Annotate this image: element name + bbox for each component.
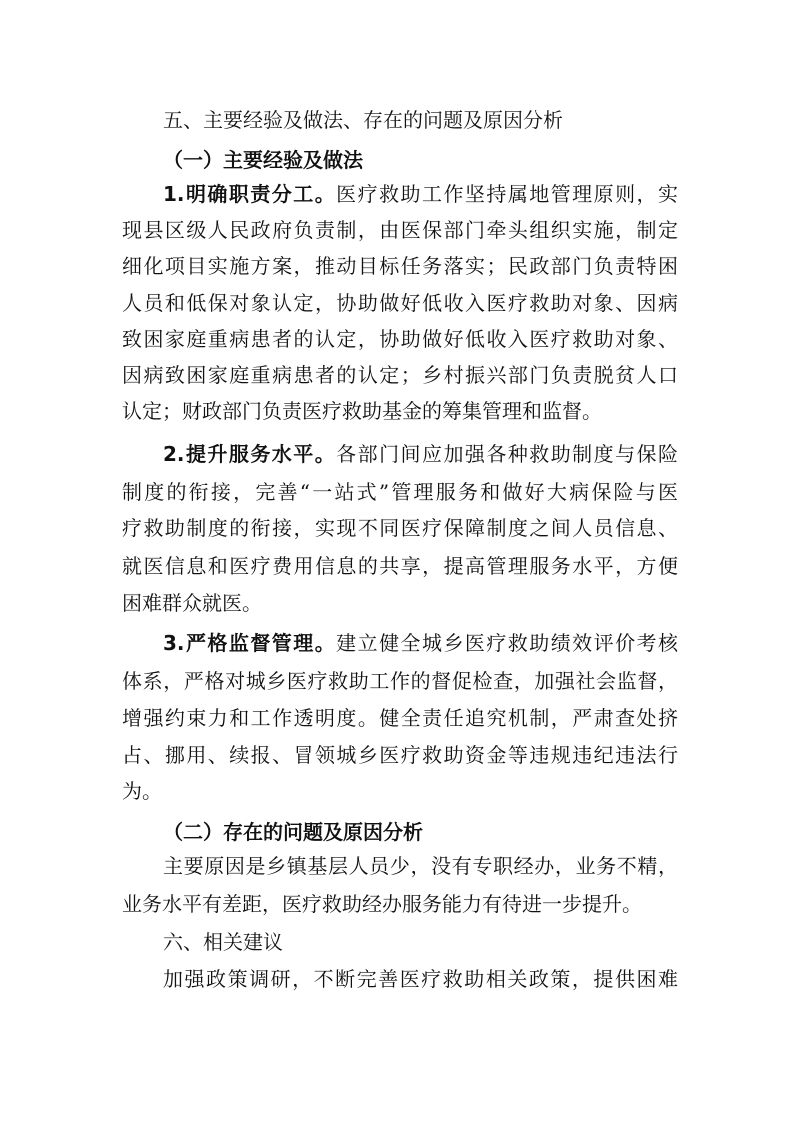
paragraph-1-line-4: 人员和低保对象认定，协助做好低收入医疗救助对象、因病 — [122, 291, 678, 315]
paragraph-2-line-4: 就医信息和医疗费用信息的共享，提高管理服务水平，方便 — [122, 554, 678, 578]
subsection-heading-2: （二）存在的问题及原因分析 — [163, 820, 423, 844]
paragraph-2-lead: 2.提升服务水平。 — [163, 442, 337, 466]
paragraph-1-lead: 1.明确职责分工。 — [163, 182, 337, 206]
paragraph-3-lead: 3.严格监督管理。 — [163, 631, 337, 655]
paragraph-1-line-6: 因病致困家庭重病患者的认定；乡村振兴部门负责脱贫人口 — [122, 363, 678, 387]
paragraph-3-line-2: 体系，严格对城乡医疗救助工作的督促检查，加强社会监督， — [122, 669, 678, 693]
paragraph-5-line-1: 加强政策调研，不断完善医疗救助相关政策，提供困难 — [163, 967, 678, 991]
paragraph-1-text-1: 医疗救助工作坚持属地管理原则，实 — [336, 182, 678, 206]
paragraph-2-line-3: 疗救助制度的衔接，实现不同医疗保障制度之间人员信息、 — [122, 516, 678, 540]
paragraph-3-line-3: 增强约束力和工作透明度。健全责任追究机制，严肃查处挤 — [122, 706, 678, 730]
paragraph-2-line-5: 困难群众就医。 — [122, 591, 262, 615]
paragraph-1-line-5: 致困家庭重病患者的认定，协助做好低收入医疗救助对象、 — [122, 327, 678, 351]
subsection-heading-1: （一）主要经验及做法 — [163, 148, 363, 172]
paragraph-1-line-7: 认定；财政部门负责医疗救助基金的筹集管理和监督。 — [122, 399, 602, 423]
paragraph-3-line-1 — [163, 629, 678, 657]
paragraph-4-line-1: 主要原因是乡镇基层人员少，没有专职经办，业务不精， — [163, 854, 678, 878]
paragraph-1-line-1 — [163, 180, 678, 208]
paragraph-2-line-1 — [163, 440, 678, 468]
section-heading-6: 六、相关建议 — [163, 930, 283, 954]
paragraph-1-line-3: 细化项目实施方案，推动目标任务落实；民政部门负责特困 — [122, 254, 678, 278]
paragraph-1-line-2: 现县区级人民政府负责制，由医保部门牵头组织实施，制定 — [122, 218, 678, 242]
paragraph-2-line-2: 制度的衔接，完善“一站式”管理服务和做好大病保险与医 — [122, 480, 678, 504]
paragraph-4-line-2: 业务水平有差距，医疗救助经办服务能力有待进一步提升。 — [122, 892, 642, 916]
paragraph-3-line-4: 占、挪用、续报、冒领城乡医疗救助资金等违规违纪违法行 — [122, 743, 678, 767]
section-heading-5: 五、主要经验及做法、存在的问题及原因分析 — [163, 108, 563, 132]
paragraph-3-line-5: 为。 — [122, 779, 162, 803]
paragraph-3-text-1: 建立健全城乡医疗救助绩效评价考核 — [336, 631, 678, 655]
paragraph-2-text-1: 各部门间应加强各种救助制度与保险 — [336, 442, 678, 466]
